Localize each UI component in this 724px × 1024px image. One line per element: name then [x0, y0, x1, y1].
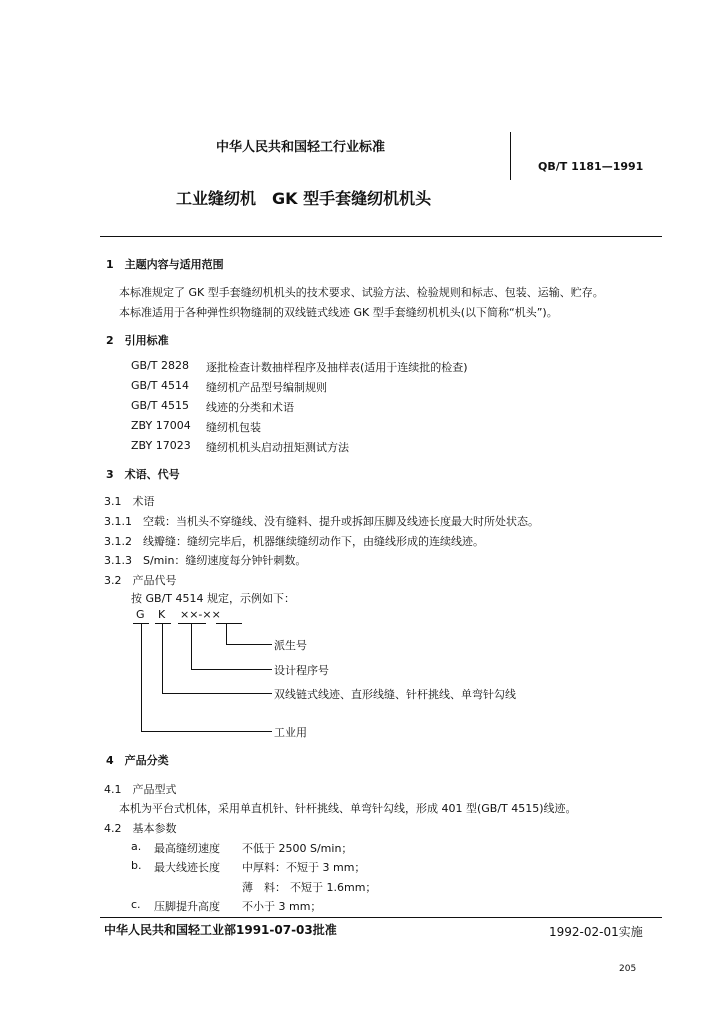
section-1-paragraph-2: 本标准适用于各种弹性织物缝制的双线链式线迹 GK 型手套缝纫机机头(以下简称“机头”)。: [119, 306, 558, 319]
connector-derivative-h: [226, 644, 272, 645]
section-3-1-2: 3.1.2 线瓣缝：缝纫完毕后，机器继续缝纫动作下，由缝线形成的连续线迹。: [104, 535, 484, 548]
reference-code: GB/T 4515: [131, 399, 189, 412]
code-label-design: 设计程序号: [274, 664, 329, 677]
reference-title: 缝纫机包装: [206, 421, 261, 434]
reference-title: 缝纫机产品型号编制规则: [206, 381, 327, 394]
reference-code: ZBY 17004: [131, 419, 191, 432]
reference-code: GB/T 2828: [131, 359, 189, 372]
param-name: 薄 料：: [242, 881, 286, 894]
connector-g-h: [141, 731, 272, 732]
section-3-1-3: 3.1.3 S/min：缝纫速度每分钟针刺数。: [104, 554, 307, 567]
section-4-heading: 4 产品分类: [106, 754, 169, 767]
param-value: 不小于 3 mm；: [242, 900, 322, 913]
param-mark: b.: [131, 859, 142, 872]
section-3-1-1: 3.1.1 空载：当机头不穿缝线、没有缝料、提升或拆卸压脚及线迹长度最大时所处状态。: [104, 515, 539, 528]
page-number: 205: [619, 964, 637, 974]
reference-title: 缝纫机机头启动扭矩测试方法: [206, 441, 349, 454]
standard-code: QB/T 1181—1991: [538, 160, 644, 173]
param-mark: a.: [131, 840, 142, 853]
connector-k: [162, 623, 163, 693]
underline-k: [155, 623, 171, 624]
section-3-2-heading: 3.2 产品代号: [104, 574, 177, 587]
param-name: 最大线迹长度: [154, 861, 220, 874]
param-value: 中厚料：不短于 3 mm；: [242, 861, 366, 874]
section-4-1-heading: 4.1 产品型式: [104, 783, 177, 796]
connector-k-h: [162, 693, 272, 694]
connector-design: [191, 623, 192, 669]
section-3-1-heading: 3.1 术语: [104, 495, 155, 508]
section-2-heading: 2 引用标准: [106, 334, 169, 347]
code-label-industrial: 工业用: [274, 726, 307, 739]
section-3-2-intro: 按 GB/T 4514 规定，示例如下：: [131, 592, 295, 605]
section-4-1-text: 本机为平台式机体，采用单直机针、针杆挑线、单弯针勾线，形成 401 型(GB/T 4515)线迹。: [119, 802, 577, 815]
reference-title: 线迹的分类和术语: [206, 401, 294, 414]
document-title: 工业缝纫机 GK 型手套缝纫机机头: [176, 189, 432, 208]
standard-category: 中华人民共和国轻工行业标准: [216, 140, 386, 155]
section-1-paragraph-1: 本标准规定了 GK 型手套缝纫机机头的技术要求、试验方法、检验规则和标志、包装、运输、贮存。: [119, 286, 604, 299]
code-letter-k: K: [158, 608, 167, 621]
section-4-2-heading: 4.2 基本参数: [104, 822, 177, 835]
param-value: 不低于 2500 S/min；: [242, 842, 353, 855]
section-1-heading: 1 主题内容与适用范围: [106, 258, 224, 271]
reference-title: 逐批检查计数抽样程序及抽样表(适用于连续批的检查): [206, 361, 468, 374]
effective-date: 1992-02-01实施: [549, 925, 643, 939]
reference-code: GB/T 4514: [131, 379, 189, 392]
header-divider: [510, 132, 511, 180]
title-rule: [100, 236, 662, 237]
underline-design: [178, 623, 206, 624]
param-name: 压脚提升高度: [154, 900, 220, 913]
param-mark: c.: [131, 898, 141, 911]
underline-derivative: [216, 623, 242, 624]
connector-design-h: [191, 669, 272, 670]
approval-text: 中华人民共和国轻工业部1991-07-03批准: [104, 923, 337, 937]
connector-derivative: [226, 623, 227, 644]
param-value: 不短于 1.6mm；: [290, 881, 377, 894]
code-letter-g: G: [136, 608, 146, 621]
code-number-placeholder: ××-××: [180, 608, 221, 621]
reference-code: ZBY 17023: [131, 439, 191, 452]
section-3-heading: 3 术语、代号: [106, 468, 180, 481]
connector-g: [141, 623, 142, 731]
code-label-stitch: 双线链式线迹、直形线缝、针杆挑线、单弯针勾线: [274, 688, 516, 701]
param-name: 最高缝纫速度: [154, 842, 220, 855]
footer-rule: [100, 917, 662, 918]
code-label-derivative: 派生号: [274, 639, 307, 652]
